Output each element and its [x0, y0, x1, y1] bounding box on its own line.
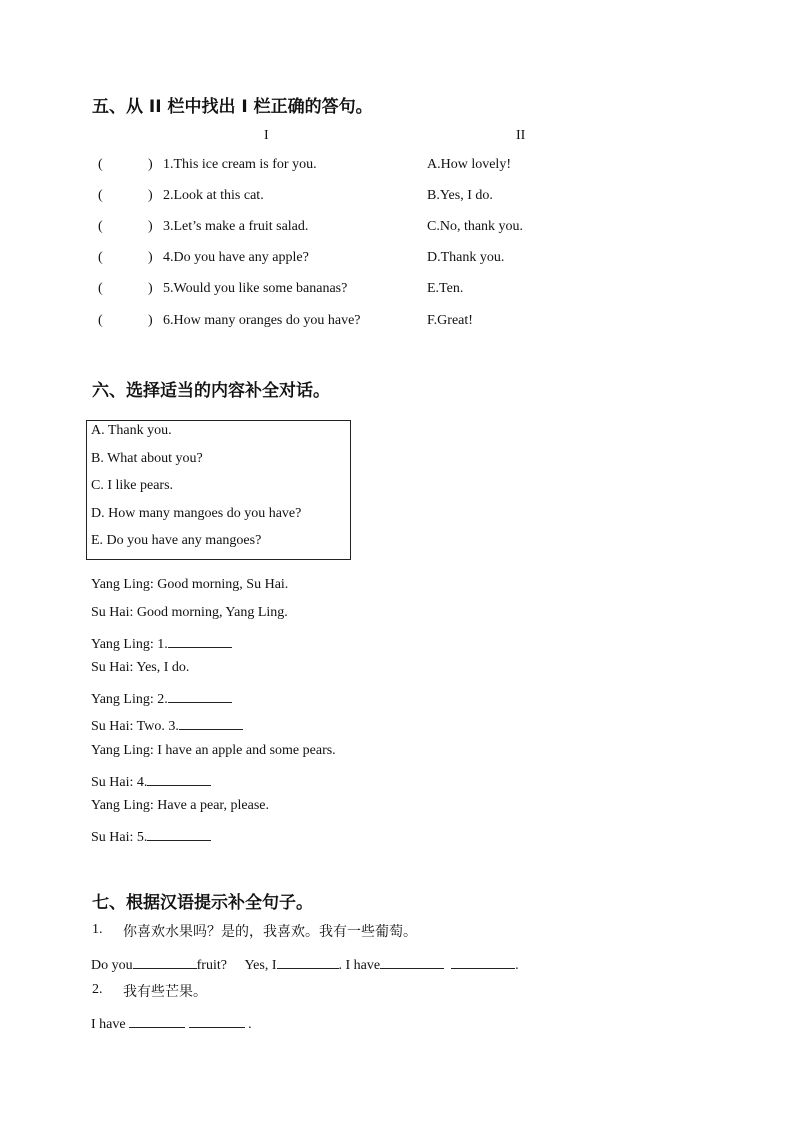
q1-blank-3[interactable]	[380, 954, 444, 969]
option-a: A. Thank you.	[91, 423, 172, 438]
q2-chinese-prompt: 我有些芒果。	[123, 984, 207, 1000]
answer-option: A.How lovely!	[427, 157, 511, 172]
column-i-label: I	[264, 128, 269, 143]
q1-chinese-prompt: 你喜欢水果吗？是的，我喜欢。我有一些葡萄。	[123, 924, 417, 940]
section6-heading: 六、选择适当的内容补全对话。	[92, 381, 330, 401]
answer-paren-open: (	[98, 281, 103, 296]
q1-blank-2[interactable]	[277, 954, 339, 969]
answer-blank-5[interactable]	[147, 826, 211, 841]
option-e: E. Do you have any mangoes?	[91, 533, 262, 548]
dialogue-line: Yang Ling: Good morning, Su Hai.	[91, 577, 289, 592]
dialogue-line: Yang Ling: 2.	[91, 688, 232, 708]
question-text: 2.Look at this cat.	[163, 188, 264, 203]
q1-number: 1.	[92, 922, 103, 937]
answer-option: D.Thank you.	[427, 250, 505, 265]
section7-heading: 七、根据汉语提示补全句子。	[92, 893, 313, 913]
answer-paren-close: )	[148, 219, 153, 234]
answer-paren-close: )	[148, 157, 153, 172]
answer-paren-close: )	[148, 188, 153, 203]
answer-paren-open: (	[98, 219, 103, 234]
q1-blank-4[interactable]	[451, 954, 515, 969]
question-text: 4.Do you have any apple?	[163, 250, 309, 265]
dialogue-line: Su Hai: 4.	[91, 771, 211, 791]
option-b: B. What about you?	[91, 451, 203, 466]
dialogue-line: Yang Ling: Have a pear, please.	[91, 798, 270, 813]
answer-blank-3[interactable]	[179, 715, 243, 730]
answer-paren-close: )	[148, 250, 153, 265]
q1-english-line: Do you fruit? Yes, I . I have .	[91, 954, 519, 974]
answer-paren-open: (	[98, 157, 103, 172]
dialogue-line: Yang Ling: 1.	[91, 633, 232, 653]
dialogue-line: Su Hai: Good morning, Yang Ling.	[91, 605, 288, 620]
answer-paren-close: )	[148, 313, 153, 328]
q2-english-line: I have .	[91, 1013, 252, 1033]
question-text: 1.This ice cream is for you.	[163, 157, 317, 172]
dialogue-line: Su Hai: 5.	[91, 826, 211, 846]
answer-option: C.No, thank you.	[427, 219, 524, 234]
answer-option: E.Ten.	[427, 281, 464, 296]
answer-paren-open: (	[98, 250, 103, 265]
q2-number: 2.	[92, 982, 103, 997]
answer-blank-4[interactable]	[147, 771, 211, 786]
dialogue-line: Su Hai: Yes, I do.	[91, 660, 190, 675]
column-ii-label: II	[516, 128, 526, 143]
q1-blank-1[interactable]	[133, 954, 197, 969]
question-text: 5.Would you like some bananas?	[163, 281, 348, 296]
answer-blank-2[interactable]	[168, 688, 232, 703]
dialogue-line: Yang Ling: I have an apple and some pears.	[91, 743, 336, 758]
question-text: 3.Let’s make a fruit salad.	[163, 219, 309, 234]
answer-paren-open: (	[98, 188, 103, 203]
answer-paren-close: )	[148, 281, 153, 296]
section5-heading: 五、从 II 栏中找出 I 栏正确的答句。	[92, 97, 373, 117]
q2-blank-2[interactable]	[189, 1013, 245, 1028]
q2-blank-1[interactable]	[129, 1013, 185, 1028]
answer-blank-1[interactable]	[168, 633, 232, 648]
option-d: D. How many mangoes do you have?	[91, 506, 302, 521]
answer-option: F.Great!	[427, 313, 473, 328]
option-c: C. I like pears.	[91, 478, 174, 493]
answer-option: B.Yes, I do.	[427, 188, 493, 203]
answer-paren-open: (	[98, 313, 103, 328]
dialogue-line: Su Hai: Two. 3.	[91, 715, 243, 735]
question-text: 6.How many oranges do you have?	[163, 313, 361, 328]
